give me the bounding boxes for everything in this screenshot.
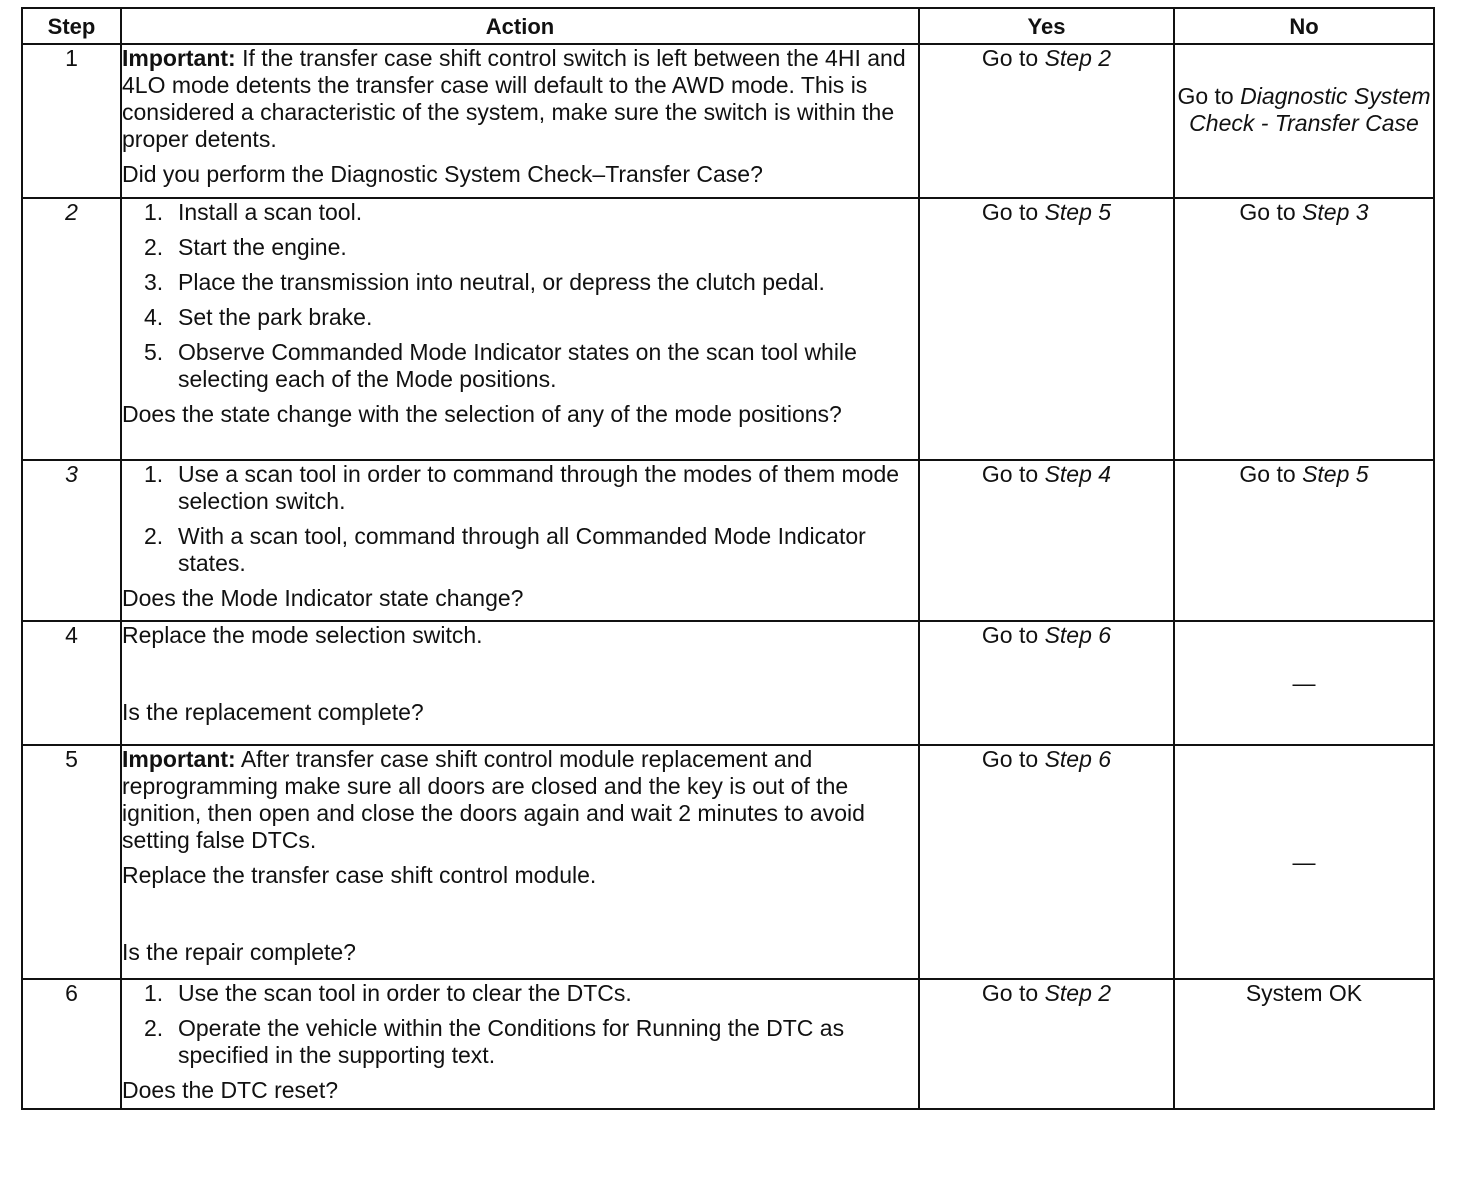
list-item — [144, 980, 918, 1007]
no-cell — [1174, 621, 1434, 745]
instruction-list — [122, 199, 918, 393]
list-item — [144, 339, 918, 393]
step-number: 3 — [22, 460, 121, 621]
yes-prefix: Go to — [981, 622, 1039, 648]
no-prefix: Go to — [1239, 199, 1296, 225]
item-number: 2. — [144, 1015, 164, 1041]
item-number: 4. — [144, 304, 164, 330]
table-row — [22, 979, 1434, 1109]
question: Did you perform the Diagnostic System Check–Transfer Case? — [122, 161, 763, 187]
important-note — [122, 746, 918, 854]
step-number: 2 — [22, 198, 121, 460]
list-item — [144, 1015, 918, 1069]
list-item — [144, 304, 918, 331]
header-action: Action — [121, 8, 919, 44]
yes-cell — [919, 621, 1174, 745]
item-text: With a scan tool, command through all Commanded Mode Indicator states. — [178, 523, 866, 576]
action-text: Replace the mode selection switch. — [122, 622, 483, 648]
instruction-list — [122, 461, 918, 577]
no-prefix: Go to — [1239, 461, 1296, 487]
item-number: 1. — [144, 461, 164, 487]
action-cell — [121, 745, 919, 979]
item-text: Observe Commanded Mode Indicator states on the scan tool while selecting each of the Mode positions. — [178, 339, 857, 392]
yes-step-link[interactable]: Step 2 — [1044, 980, 1112, 1006]
important-label: Important: — [122, 45, 236, 71]
list-item — [144, 269, 918, 296]
yes-prefix: Go to — [981, 746, 1039, 772]
yes-cell — [919, 745, 1174, 979]
diagnostic-table — [21, 7, 1435, 1110]
item-number: 5. — [144, 339, 164, 365]
item-number: 1. — [144, 199, 164, 225]
no-cell — [1174, 979, 1434, 1109]
action-cell — [121, 621, 919, 745]
header-yes: Yes — [919, 8, 1174, 44]
no-dash: — — [1292, 669, 1316, 696]
yes-prefix: Go to — [981, 461, 1039, 487]
list-item — [144, 199, 918, 226]
important-text: If the transfer case shift control switch is left between the 4HI and 4LO mode detents the transfer case will default to the AWD mode. This is considered a characteristic of the system, make sure the switch is within the proper detents. — [122, 45, 906, 152]
item-text: Start the engine. — [178, 234, 347, 260]
important-text: After transfer case shift control module replacement and reprogramming make sure all doors are closed and the key is out of the ignition, then open and close the doors again and wait 2 minutes to avoid setting false DTCs. — [122, 746, 865, 853]
item-number: 3. — [144, 269, 164, 295]
no-step-link[interactable]: Diagnostic System Check - Transfer Case — [1189, 83, 1431, 136]
table-row — [22, 745, 1434, 979]
yes-prefix: Go to — [981, 45, 1039, 71]
header-step: Step — [22, 8, 121, 44]
important-note — [122, 45, 918, 153]
action-text: Replace the transfer case shift control module. — [122, 862, 597, 888]
no-step-link[interactable]: Step 5 — [1302, 461, 1369, 487]
no-cell — [1174, 745, 1434, 979]
yes-step-link[interactable]: Step 6 — [1044, 622, 1112, 648]
list-item — [144, 461, 918, 515]
yes-step-link[interactable]: Step 4 — [1044, 461, 1112, 487]
yes-prefix: Go to — [981, 980, 1039, 1006]
no-result: System OK — [1245, 980, 1363, 1006]
action-cell — [121, 44, 919, 198]
list-item — [144, 234, 918, 261]
item-text: Place the transmission into neutral, or depress the clutch pedal. — [178, 269, 825, 295]
yes-cell — [919, 979, 1174, 1109]
table-row — [22, 198, 1434, 460]
action-cell — [121, 979, 919, 1109]
yes-cell — [919, 198, 1174, 460]
step-number: 4 — [22, 621, 121, 745]
item-text: Install a scan tool. — [178, 199, 363, 225]
item-text: Use the scan tool in order to clear the DTCs. — [178, 980, 632, 1006]
yes-step-link[interactable]: Step 2 — [1044, 45, 1112, 71]
item-text: Set the park brake. — [178, 304, 373, 330]
header-row — [22, 8, 1434, 44]
action-cell — [121, 198, 919, 460]
question: Does the Mode Indicator state change? — [122, 585, 524, 611]
question: Does the DTC reset? — [122, 1077, 339, 1103]
yes-step-link[interactable]: Step 6 — [1044, 746, 1112, 772]
no-cell — [1174, 44, 1434, 198]
item-number: 1. — [144, 980, 164, 1006]
item-text: Use a scan tool in order to command through the modes of them mode selection switch. — [178, 461, 900, 514]
action-cell — [121, 460, 919, 621]
no-cell — [1174, 198, 1434, 460]
no-step-link[interactable]: Step 3 — [1302, 199, 1369, 225]
instruction-list — [122, 980, 918, 1069]
step-number: 5 — [22, 745, 121, 979]
item-number: 2. — [144, 234, 164, 260]
step-number: 6 — [22, 979, 121, 1109]
header-no: No — [1174, 8, 1434, 44]
no-dash: — — [1292, 848, 1316, 875]
yes-cell — [919, 44, 1174, 198]
question: Is the repair complete? — [122, 939, 356, 965]
item-number: 2. — [144, 523, 164, 549]
no-cell — [1174, 460, 1434, 621]
important-label: Important: — [122, 746, 236, 772]
table-row — [22, 44, 1434, 198]
question: Does the state change with the selection of any of the mode positions? — [122, 401, 842, 427]
yes-step-link[interactable]: Step 5 — [1044, 199, 1112, 225]
list-item — [144, 523, 918, 577]
table-row — [22, 460, 1434, 621]
item-text: Operate the vehicle within the Conditions for Running the DTC as specified in the supporting text. — [178, 1015, 845, 1068]
step-number: 1 — [22, 44, 121, 198]
table-row — [22, 621, 1434, 745]
yes-prefix: Go to — [981, 199, 1039, 225]
no-prefix: Go to — [1177, 83, 1234, 109]
yes-cell — [919, 460, 1174, 621]
question: Is the replacement complete? — [122, 699, 424, 725]
